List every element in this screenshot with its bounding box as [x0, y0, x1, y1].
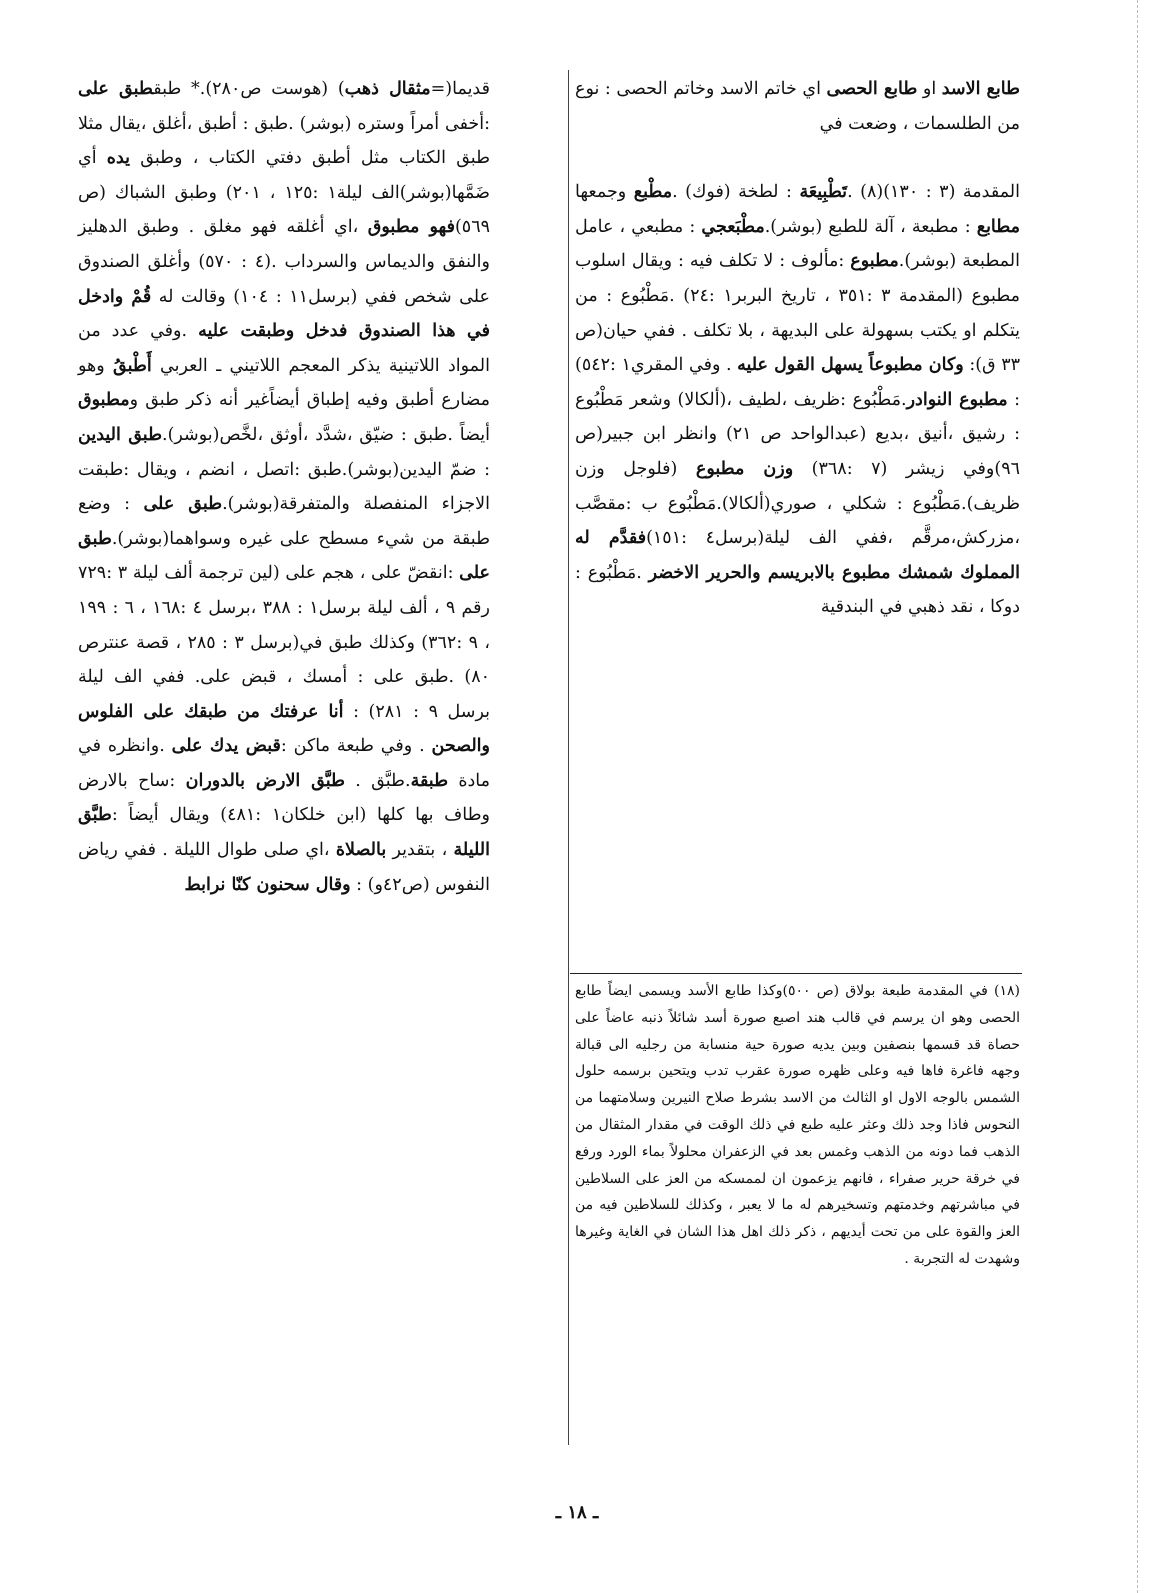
body-text: * طبق	[153, 79, 200, 99]
text-segment	[917, 79, 1020, 99]
body-text: (٤ : ٥٧٠) وأغلق الصندوق على شخص ففي (برسل١١ : ١٠٤) وقالت له	[78, 251, 490, 307]
body-text: :انقضّ على ، هجم على (لين ترجمة ألف ليلة ٣ :٧٢٩ رقم ٩ ، ألف ليلة برسل١ : ٣٨٨ ،برسل ٤ :١٦٨ ، ٦ : ١٩٩ ، ٩ :٣٦٢) وكذلك طبق في(برسل ٣ : ٢٨٥ ، قصة عنترص ٨٠) .	[78, 563, 490, 688]
body-text: (فلوجل وزن ظريف).	[575, 458, 1020, 514]
body-text: ،اي أغلقه فهو مغلق . وطبق الدهليز والنفق والديماس والسرداب .	[78, 217, 490, 272]
right-column	[575, 72, 1020, 625]
headword: يده	[106, 148, 131, 169]
headword: قبض يدك على	[171, 736, 281, 757]
headword: قُمْ وادخل في هذا الصندوق فدخل وطبقت عليه	[78, 286, 490, 342]
body-text: ، بتقدير	[386, 840, 454, 861]
headword: مطابع	[976, 216, 1020, 237]
headword: وزن مطبوع	[695, 458, 794, 479]
body-text: مَطْبُوع : دوكا ، نقد ذهبي في البندقية	[575, 562, 1020, 618]
headword: مطبوع النوادر	[906, 389, 1008, 410]
body-text: ) (هوست ص٢٨٠).	[199, 79, 345, 99]
text-segment	[765, 217, 1020, 237]
headword: طبَّق الليلة	[78, 805, 490, 861]
body-text: .	[901, 389, 907, 410]
headword: وقال سحنون كنّا نرابط	[184, 874, 351, 895]
body-text: . وفي طبعة ماكن :	[280, 736, 432, 757]
body-text: وفي عدد من المواد اللاتينية يذكر المعجم اللاتيني ـ العربي	[78, 321, 490, 376]
body-text: : وضع طبقة من شيء مسطح على غيره وسواهما(بوشر).	[78, 494, 490, 549]
body-text: أي ضَمَّها(بوشر)الف ليلة١ :١٢٥ ، ٢٠١) وطبق الشباك (ص ٥٦٩)	[78, 148, 490, 238]
body-text: وجمعها	[575, 182, 634, 203]
headword: طبق على	[78, 528, 490, 584]
headword: بالصلاة	[335, 840, 387, 861]
scan-edge-line	[1137, 0, 1138, 1593]
footnote	[575, 978, 1020, 1273]
headword: أَطْبقُ	[113, 355, 152, 376]
body-text: مَطْبُوع :ظريف ،لطيف ،(ألكالا) وشعر مَطْبُوع : رشيق ،أنيق ،بديع (عبدالواحد ص ٢١) وانظر ابن جبير(ص ٩٦)وفي زيشر (٧ :٣٦٨)	[575, 389, 1021, 479]
text-segment	[847, 182, 1020, 202]
footnote-text: (١٨) في المقدمة طبعة بولاق (ص ٥٠٠)وكذا طابع الأسد ويسمى ايضاً طابع الحصى وهو ان يرسم في قالب هند اصبع صورة أسد شائلاً ذنبه عاضاً على حصاة قد قسمها بنصفين وبين يديه صورة حية منسابة من رجليه الى قبالة وجهه فاغرة فاها فيه وعلى ظهره صورة عقرب تدب ويتحين برسمه حلول الشمس بالوجه الاول او الثالث من الاسد بشرط صلاح النيرين وسلامتهما من النحوس فاذا وجد ذلك وعثر عليه طبع في ذلك الوقت في مقدار المثقال من الذهب فما دونه من الذهب وغمس بعد في الزعفران محلولاً بماء الورد ورفع في خرقة حرير صفراء ، فانهم يزعمون ان لممسكه من العز على السلاطين في مباشرتهم وخدمتهم وتسخيرهم له ما لا يعبر ، وكذلك للسلاطين فيه من العز والقوة على من تحت أيديهم ، ذكر ذلك اهل هذا الشان في الغاية وغيرها وشهدت له التجربة .	[575, 983, 1020, 1267]
text-segment	[78, 529, 490, 687]
headword: مطبوع	[850, 251, 899, 272]
left-column	[78, 72, 490, 902]
body-text: : لطخة (فوك) .	[672, 182, 800, 203]
body-text: قديما(=	[430, 79, 490, 99]
text-segment	[153, 79, 200, 99]
text-segment	[672, 182, 847, 202]
body-text: :ساح بالارض وطاف بها كلها (ابن خلكان١ :٤٨١) ويقال أيضاً :	[78, 770, 490, 826]
body-text: .	[404, 770, 411, 791]
text-segment	[185, 875, 351, 895]
body-text: .وانظره في مادة	[78, 736, 491, 791]
headword: مطْبَعجي	[701, 216, 765, 237]
body-text: طبق : ضيّق ،شدَّد ،أوثق ،لخَّص(بوشر).	[162, 424, 448, 445]
body-text: طبق على : أمسك ، قبض على. ففي الف ليلة برسل ٩ : ٢٨١) :	[78, 667, 490, 722]
body-text: طبق :اتصل ، انضم ، ويقال :طبقت الاجزاء المنفصلة والمتفرقة(بوشر).	[78, 459, 491, 515]
text-segment	[200, 79, 431, 99]
headword: طابع الحصى	[826, 79, 918, 99]
headword: مثقال ذهب	[344, 79, 431, 99]
body-text: اي خاتم الاسد وخاتم الحصى : نوع من الطلسمات ، وضعت في	[575, 79, 1020, 134]
headword: أنا عرفتك من طبقك على الفلوس والصحن	[78, 701, 490, 757]
headword: طبَّق الارض بالدوران	[185, 770, 345, 791]
headword: وكان مطبوعاً يسهل القول عليه	[737, 355, 964, 376]
body-text: : مطبعي ، عامل المطبعة (بوشر).	[575, 216, 1020, 272]
headword: طابع الاسد	[941, 79, 1020, 99]
body-text: طبق : أطبق ،أغلق ،يقال مثلا طبق الكتاب مثل أطبق دفتي الكتاب ، وطبق	[78, 113, 491, 169]
headword: تَطْبِيعَة	[799, 182, 848, 203]
text-segment	[575, 182, 672, 202]
headword: طبقة	[410, 770, 449, 791]
body-text: مَطْبُوع ب :مقصَّب ،مزركش،مرقَّم ،ففي الف ليلة(برسل٤ :١٥١)	[575, 493, 1020, 549]
page-number: ـ ١٨ ـ	[555, 1502, 599, 1523]
headword: فقدَّم له المملوك شمشك مطبوع بالابريسم والحرير الاخضر	[575, 528, 1020, 583]
headword: طبق على	[143, 494, 223, 515]
headword: طبق اليدين	[78, 424, 162, 445]
headword: مطْبع	[633, 182, 673, 203]
text-segment	[901, 390, 1008, 410]
headword: طبق على	[78, 79, 154, 99]
body-text: ،اي صلى طوال الليلة . ففي رياض النفوس (ص٤٢و) :	[78, 840, 490, 895]
body-text: مَطْبُوع : شكلي ، صوري(ألكالا).	[716, 493, 962, 514]
body-text: او	[917, 79, 942, 99]
footnote-rule	[570, 973, 1022, 974]
headword: مطبوق	[78, 390, 130, 411]
column-divider	[568, 70, 569, 1445]
paragraph-gap	[575, 141, 1020, 175]
body-text: مَطْبُوع : من يتكلم او يكتب بسهولة على البديهة ، بلا تكلف . ففي حيان(ص ٣٣ ق):	[575, 285, 1020, 376]
body-text: أيضاً .	[447, 424, 490, 445]
headword: فهو مطبوق	[367, 217, 455, 238]
body-text: :مألوف : لا تكلف فيه : ويقال اسلوب مطبوع (المقدمة ٣ :٣٥١ ، تاريخ البربر١ :٢٤) .	[575, 251, 1020, 306]
body-text: :أخفى أمراً وستره (بوشر) .	[288, 113, 490, 134]
body-text: : مطبعة ، آلة للطبع (بوشر).	[764, 216, 977, 237]
body-text: . وفي المقري١ :٥٤٢) :	[575, 355, 1020, 410]
body-text: .	[636, 562, 649, 583]
body-text: .	[181, 321, 199, 342]
text-segment	[345, 771, 405, 791]
body-text: : ضمّ اليدين(بوشر).	[341, 459, 491, 480]
body-text: المقدمة (٣ : ١٣٠)(٨) .	[847, 182, 1021, 203]
text-segment	[431, 79, 490, 99]
text-segment	[405, 771, 448, 791]
text-segment	[162, 425, 447, 445]
body-text: طبَّق .	[344, 770, 405, 791]
body-text: وهو مضارع أطبق وفيه إطباق أيضاًغير أنه ذكر طبق و	[78, 355, 490, 411]
text-segment	[716, 494, 961, 514]
